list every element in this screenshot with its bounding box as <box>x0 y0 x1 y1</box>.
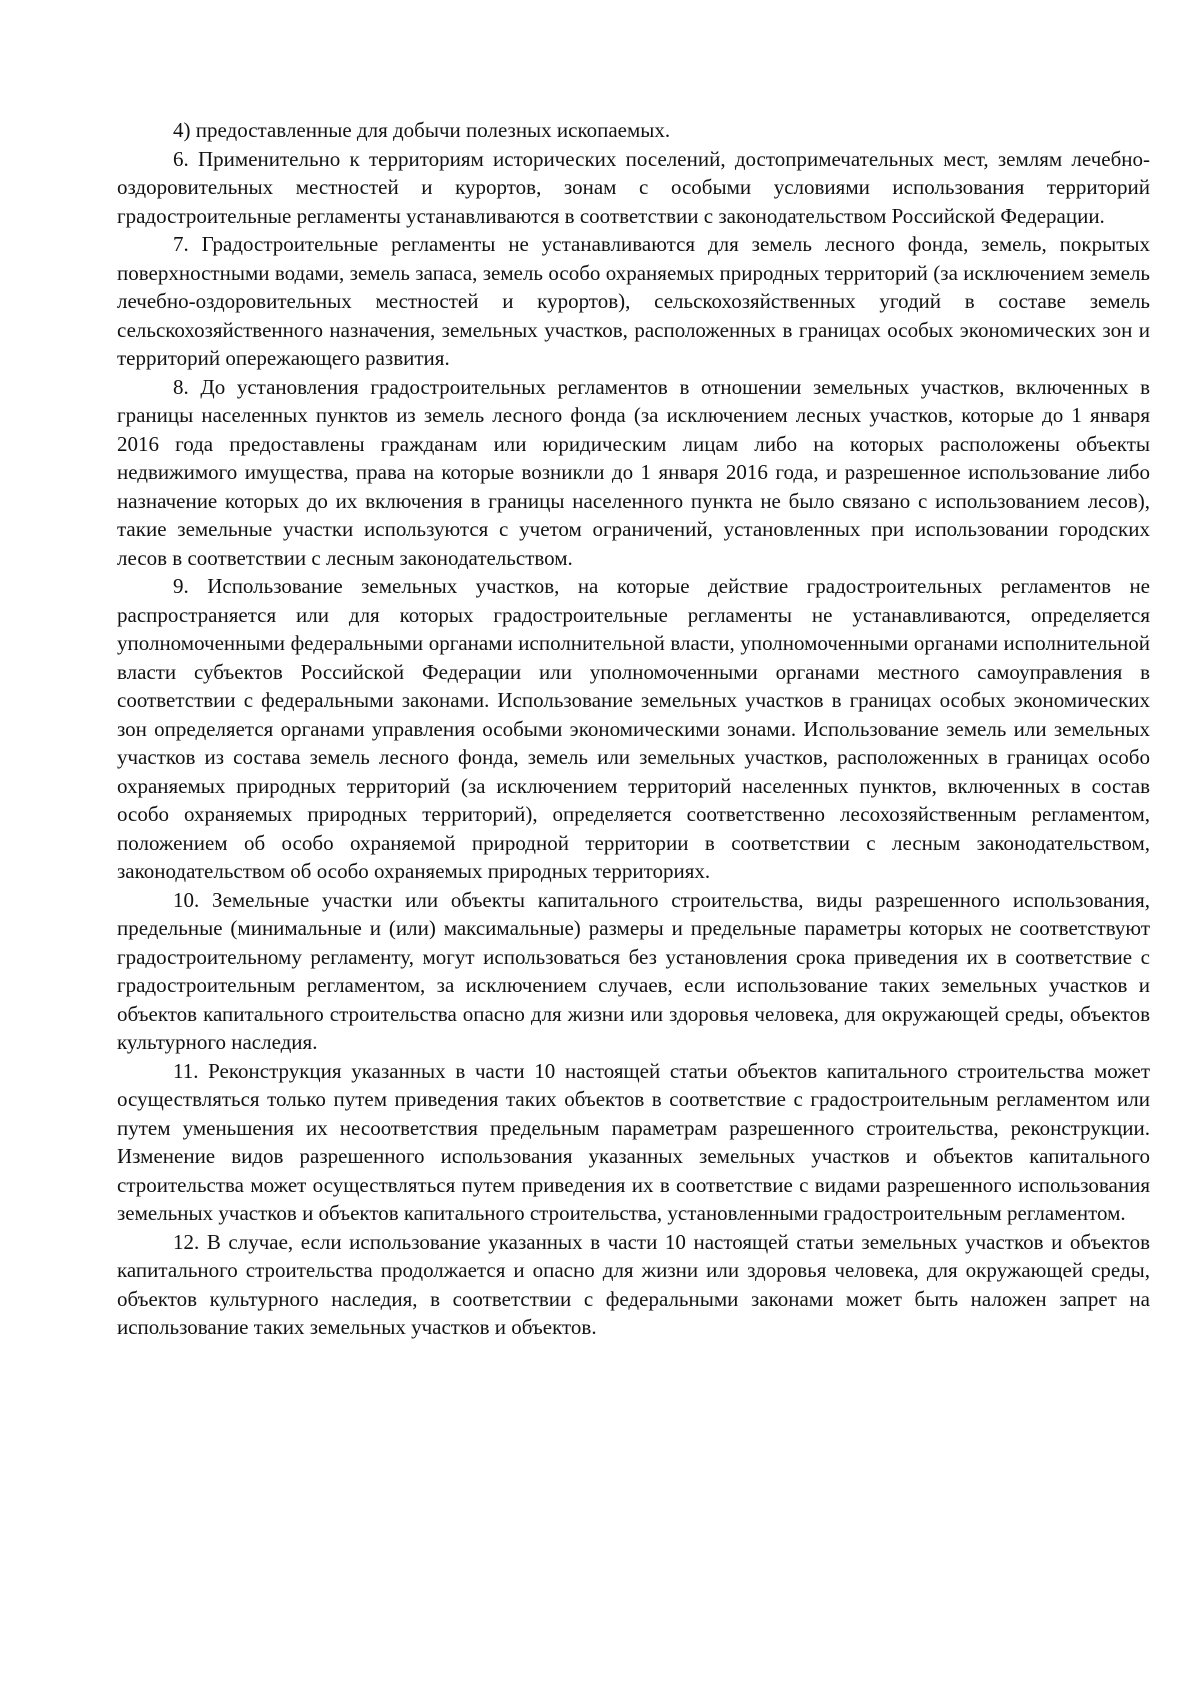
paragraph-10: 10. Земельные участки или объекты капитального строительства, виды разрешенного использования, предельные (минимальные и (или) максимальные) размеры и предельные параметры которых не соответствуют градостроительному регламенту, могут использоваться без установления срока приведения их в соответствие с градостроительным регламентом, за исключением случаев, если использование таких земельных участков и объектов капитального строительства опасно для жизни или здоровья человека, для окружающей среды, объектов культурного наследия. <box>117 887 1150 1054</box>
paragraph-8: 8. До установления градостроительных регламентов в отношении земельных участков, включенных в границы населенных пунктов из земель лесного фонда (за исключением лесных участков, которые до 1 января 2016 года предоставлены гражданам или юридическим лицам либо на которых расположены объекты недвижимого имущества, права на которые возникли до 1 января 2016 года, и разрешенное использование либо назначение которых до их включения в границы населенного пункта не было связано с использованием лесов), такие земельные участки используются с учетом ограничений, установленных при использовании городских лесов в соответствии с лесным законодательством. <box>117 374 1150 570</box>
paragraph-9: 9. Использование земельных участков, на которые действие градостроительных регламентов не распространяется или для которых градостроительные регламенты не устанавливаются, определяется уполномоченными федеральными органами исполнительной власти, уполномоченными органами исполнительной власти субъектов Российской Федерации или уполномоченными органами местного самоуправления в соответствии с федеральными законами. Использование земельных участков в границах особых экономических зон определяется органами управления особыми экономическими зонами. Использование земель или земельных участков из состава земель лесного фонда, земель или земельных участков, расположенных в границах особо охраняемых природных территорий (за исключением территорий населенных пунктов, включенных в состав особо охраняемых природных территорий), определяется соответственно лесохозяйственным регламентом, положением об особо охраняемой природной территории в соответствии с лесным законодательством, законодательством об особо охраняемых природных территориях. <box>117 574 1150 883</box>
paragraph-6: 6. Применительно к территориям исторических поселений, достопримечательных мест, землям лечебно-оздоровительных местностей и курортов, зонам с особыми условиями использования территорий градостроительные регламенты устанавливаются в соответствии с законодательством Российской Федерации. <box>117 146 1150 228</box>
paragraph-7: 7. Градостроительные регламенты не устанавливаются для земель лесного фонда, земель, покрытых поверхностными водами, земель запаса, земель особо охраняемых природных территорий (за исключением земель лечебно-оздоровительных местностей и курортов), сельскохозяйственных угодий в составе земель сельскохозяйственного назначения, земельных участков, расположенных в границах особых экономических зон и территорий опережающего развития. <box>117 232 1150 370</box>
paragraph-12: 12. В случае, если использование указанных в части 10 настоящей статьи земельных участков и объектов капитального строительства продолжается и опасно для жизни или здоровья человека, для окружающей среды, объектов культурного наследия, в соответствии с федеральными законами может быть наложен запрет на использование таких земельных участков и объектов. <box>117 1229 1150 1339</box>
document-body <box>117 116 1150 1342</box>
paragraph-11: 11. Реконструкция указанных в части 10 настоящей статьи объектов капитального строительства может осуществляться только путем приведения таких объектов в соответствие с градостроительным регламентом или путем уменьшения их несоответствия предельным параметрам разрешенного строительства, реконструкции. Изменение видов разрешенного использования указанных земельных участков и объектов капитального строительства может осуществляться путем приведения их в соответствие с видами разрешенного использования земельных участков и объектов капитального строительства, установленными градостроительным регламентом. <box>117 1058 1150 1225</box>
paragraph-item-4: 4) предоставленные для добычи полезных ископаемых. <box>173 118 671 142</box>
